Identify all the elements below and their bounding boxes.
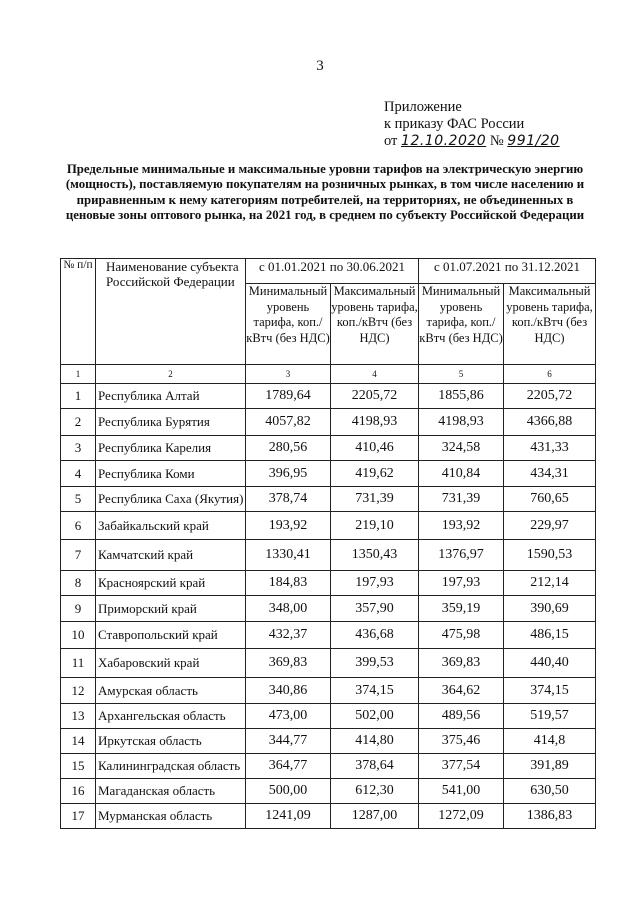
min-tariff-h1: 193,92	[246, 512, 331, 540]
date-prefix: от	[384, 133, 398, 149]
handwritten-number: 991/20	[507, 133, 560, 149]
max-tariff-h2: 486,15	[504, 622, 596, 649]
min-tariff-h2: 375,46	[419, 729, 504, 754]
table-row	[61, 571, 596, 596]
row-number: 12	[61, 678, 96, 704]
table-row	[61, 436, 596, 461]
max-tariff-h2: 212,14	[504, 571, 596, 596]
subject-name: Архангельская область	[96, 704, 246, 729]
max-tariff-h2: 390,69	[504, 596, 596, 622]
header-num: № п/п	[61, 259, 96, 365]
max-tariff-h2: 229,97	[504, 512, 596, 540]
max-tariff-h1: 731,39	[331, 487, 419, 512]
header-max-2: Максимальный уровень тарифа, коп./кВтч (без НДС)	[504, 284, 596, 365]
max-tariff-h2: 374,15	[504, 678, 596, 704]
min-tariff-h1: 340,86	[246, 678, 331, 704]
column-number: 3	[246, 365, 331, 384]
max-tariff-h1: 436,68	[331, 622, 419, 649]
subject-name: Мурманская область	[96, 804, 246, 829]
subject-name: Хабаровский край	[96, 649, 246, 678]
table-row	[61, 729, 596, 754]
min-tariff-h1: 364,77	[246, 754, 331, 779]
table-row	[61, 512, 596, 540]
min-tariff-h2: 410,84	[419, 461, 504, 487]
row-number: 14	[61, 729, 96, 754]
subject-name: Республика Карелия	[96, 436, 246, 461]
max-tariff-h1: 357,90	[331, 596, 419, 622]
appendix-order-ref: к приказу ФАС России	[384, 116, 525, 132]
max-tariff-h2: 1386,83	[504, 804, 596, 829]
min-tariff-h2: 541,00	[419, 779, 504, 804]
min-tariff-h1: 378,74	[246, 487, 331, 512]
row-number: 8	[61, 571, 96, 596]
table-row	[61, 678, 596, 704]
table-row	[61, 596, 596, 622]
page-number: 3	[316, 58, 324, 74]
min-tariff-h1: 184,83	[246, 571, 331, 596]
min-tariff-h2: 1855,86	[419, 384, 504, 409]
min-tariff-h1: 1330,41	[246, 540, 331, 571]
table-row	[61, 804, 596, 829]
min-tariff-h1: 348,00	[246, 596, 331, 622]
min-tariff-h2: 193,92	[419, 512, 504, 540]
table-body	[61, 384, 596, 829]
max-tariff-h2: 414,8	[504, 729, 596, 754]
subject-name: Республика Саха (Якутия)	[96, 487, 246, 512]
row-number: 17	[61, 804, 96, 829]
row-number: 10	[61, 622, 96, 649]
subject-name: Амурская область	[96, 678, 246, 704]
subject-name: Республика Бурятия	[96, 409, 246, 436]
subject-name: Магаданская область	[96, 779, 246, 804]
subject-name: Забайкальский край	[96, 512, 246, 540]
row-number: 7	[61, 540, 96, 571]
min-tariff-h2: 369,83	[419, 649, 504, 678]
min-tariff-h2: 359,19	[419, 596, 504, 622]
header-max-1: Максимальный уровень тарифа, коп./кВтч (без НДС)	[331, 284, 419, 365]
min-tariff-h1: 280,56	[246, 436, 331, 461]
header-period-2: с 01.07.2021 по 31.12.2021	[419, 259, 596, 284]
table-row	[61, 540, 596, 571]
min-tariff-h2: 364,62	[419, 678, 504, 704]
max-tariff-h1: 378,64	[331, 754, 419, 779]
min-tariff-h1: 369,83	[246, 649, 331, 678]
max-tariff-h2: 391,89	[504, 754, 596, 779]
min-tariff-h2: 324,58	[419, 436, 504, 461]
min-tariff-h1: 1789,64	[246, 384, 331, 409]
row-number: 3	[61, 436, 96, 461]
max-tariff-h2: 2205,72	[504, 384, 596, 409]
row-number: 5	[61, 487, 96, 512]
min-tariff-h2: 1376,97	[419, 540, 504, 571]
header-min-1: Минимальный уровень тарифа, коп./кВтч (без НДС)	[246, 284, 331, 365]
table-row	[61, 384, 596, 409]
max-tariff-h1: 612,30	[331, 779, 419, 804]
max-tariff-h2: 760,65	[504, 487, 596, 512]
max-tariff-h1: 414,80	[331, 729, 419, 754]
row-number: 13	[61, 704, 96, 729]
max-tariff-h2: 4366,88	[504, 409, 596, 436]
table-row	[61, 649, 596, 678]
max-tariff-h2: 431,33	[504, 436, 596, 461]
min-tariff-h2: 731,39	[419, 487, 504, 512]
subject-name: Республика Алтай	[96, 384, 246, 409]
min-tariff-h2: 4198,93	[419, 409, 504, 436]
max-tariff-h1: 410,46	[331, 436, 419, 461]
table-row	[61, 487, 596, 512]
max-tariff-h1: 502,00	[331, 704, 419, 729]
row-number: 9	[61, 596, 96, 622]
number-prefix: №	[489, 133, 504, 149]
row-number: 6	[61, 512, 96, 540]
table-row	[61, 461, 596, 487]
min-tariff-h1: 344,77	[246, 729, 331, 754]
max-tariff-h1: 374,15	[331, 678, 419, 704]
table-row	[61, 622, 596, 649]
subject-name: Камчатский край	[96, 540, 246, 571]
max-tariff-h2: 1590,53	[504, 540, 596, 571]
row-number: 1	[61, 384, 96, 409]
max-tariff-h1: 197,93	[331, 571, 419, 596]
subject-name: Красноярский край	[96, 571, 246, 596]
subject-name: Иркутская область	[96, 729, 246, 754]
max-tariff-h1: 219,10	[331, 512, 419, 540]
table-row	[61, 754, 596, 779]
subject-name: Калининградская область	[96, 754, 246, 779]
min-tariff-h1: 473,00	[246, 704, 331, 729]
column-number: 1	[61, 365, 96, 384]
header-min-2: Минимальный уровень тарифа, коп./кВтч (без НДС)	[419, 284, 504, 365]
min-tariff-h2: 377,54	[419, 754, 504, 779]
max-tariff-h1: 2205,72	[331, 384, 419, 409]
appendix-block	[384, 99, 560, 150]
min-tariff-h2: 475,98	[419, 622, 504, 649]
min-tariff-h1: 1241,09	[246, 804, 331, 829]
row-number: 11	[61, 649, 96, 678]
row-number: 15	[61, 754, 96, 779]
max-tariff-h1: 399,53	[331, 649, 419, 678]
column-number: 2	[96, 365, 246, 384]
table-row	[61, 779, 596, 804]
min-tariff-h2: 1272,09	[419, 804, 504, 829]
max-tariff-h2: 630,50	[504, 779, 596, 804]
row-number: 2	[61, 409, 96, 436]
column-number: 5	[419, 365, 504, 384]
min-tariff-h1: 396,95	[246, 461, 331, 487]
min-tariff-h1: 4057,82	[246, 409, 331, 436]
table-row	[61, 409, 596, 436]
column-number: 4	[331, 365, 419, 384]
max-tariff-h1: 4198,93	[331, 409, 419, 436]
max-tariff-h1: 1287,00	[331, 804, 419, 829]
table-row	[61, 704, 596, 729]
min-tariff-h2: 197,93	[419, 571, 504, 596]
handwritten-date: 12.10.2020	[401, 133, 487, 149]
tariffs-table	[60, 258, 596, 829]
row-number: 16	[61, 779, 96, 804]
header-subject-name: Наименование субъекта Российской Федерации	[96, 259, 246, 365]
max-tariff-h2: 519,57	[504, 704, 596, 729]
column-number: 6	[504, 365, 596, 384]
min-tariff-h1: 500,00	[246, 779, 331, 804]
subject-name: Приморский край	[96, 596, 246, 622]
document-title: Предельные минимальные и максимальные уровни тарифов на электрическую энергию (мощность), поставляемую покупателям на розничных рынках, в том числе населению и приравненным к нему категориям потребителей, на территориях, не объединенных в ценовые зоны оптового рынка, на 2021 год, в среднем по субъекту Российской Федерации	[65, 162, 585, 222]
header-period-1: с 01.01.2021 по 30.06.2021	[246, 259, 419, 284]
row-number: 4	[61, 461, 96, 487]
subject-name: Республика Коми	[96, 461, 246, 487]
appendix-date-line	[384, 133, 560, 150]
appendix-title: Приложение	[384, 99, 462, 115]
max-tariff-h2: 434,31	[504, 461, 596, 487]
min-tariff-h1: 432,37	[246, 622, 331, 649]
subject-name: Ставропольский край	[96, 622, 246, 649]
max-tariff-h2: 440,40	[504, 649, 596, 678]
max-tariff-h1: 1350,43	[331, 540, 419, 571]
max-tariff-h1: 419,62	[331, 461, 419, 487]
min-tariff-h2: 489,56	[419, 704, 504, 729]
